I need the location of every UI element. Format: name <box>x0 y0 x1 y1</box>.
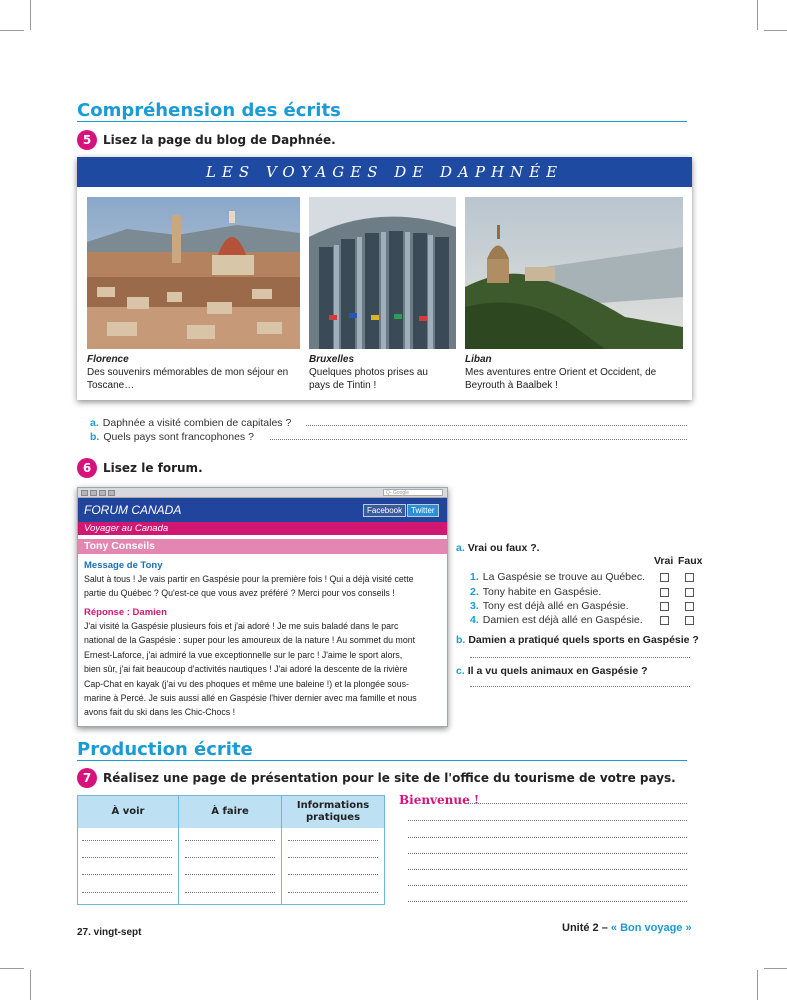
photo-bruxelles <box>309 197 456 349</box>
faux-checkbox-1[interactable] <box>685 573 694 582</box>
vrai-checkbox-2[interactable] <box>660 588 669 597</box>
exercise-number-6: 6 <box>77 458 97 478</box>
unit-prefix: Unité 2 – <box>562 922 611 934</box>
bienvenue-heading: Bienvenue ! <box>399 793 480 807</box>
vrai-checkbox-1[interactable] <box>660 573 669 582</box>
browser-toolbar <box>78 488 447 498</box>
reply-line: J'ai visité la Gaspésie plusieurs fois et j'ai adoré ! Je me suis baladé dans le parc <box>84 621 399 631</box>
table-divider <box>178 796 179 904</box>
faux-header: Faux <box>678 555 703 567</box>
forum-question-a <box>456 542 540 554</box>
facebook-button[interactable]: Facebook <box>363 504 406 517</box>
table-cell-line[interactable] <box>288 892 378 893</box>
table-cell-line[interactable] <box>82 892 172 893</box>
header-label <box>282 800 384 824</box>
reply-line: Ernest-Laforce, j'ai admiré la vue exceptionnelle sur le parc ! J'aime le sport alors, <box>84 649 403 660</box>
writing-line[interactable] <box>408 853 687 854</box>
table-header-a-faire <box>179 796 281 828</box>
caption-bruxelles <box>309 353 449 392</box>
question-text: Quels pays sont francophones ? <box>103 431 254 443</box>
writing-line[interactable] <box>408 901 687 902</box>
answer-line[interactable] <box>270 439 687 440</box>
writing-line[interactable] <box>408 885 687 886</box>
back-icon[interactable] <box>81 490 88 496</box>
reply-line: avons fait du ski dans les Chic-Chocs ! <box>84 707 236 718</box>
vrai-header: Vrai <box>654 555 674 567</box>
production-table <box>77 795 385 905</box>
reply-line: marine à Percé. Je suis aussi allé en Gaspésie l'hiver dernier avec ma famille et nous <box>84 693 417 704</box>
section-title-production: Production écrite <box>77 739 253 760</box>
vrai-checkbox-3[interactable] <box>660 602 669 611</box>
exercise-5-instruction: Lisez la page du blog de Daphnée. <box>103 133 336 147</box>
header-line: pratiques <box>305 812 361 823</box>
forum-user-name: Tony Conseils <box>84 540 155 552</box>
crop-mark <box>764 968 787 969</box>
table-cell-line[interactable] <box>288 874 378 875</box>
caption-florence <box>87 353 300 392</box>
answer-line[interactable] <box>306 425 687 426</box>
question-text: Il a vu quels animaux en Gaspésie ? <box>467 665 648 677</box>
vrai-checkbox-4[interactable] <box>660 616 669 625</box>
item-number: 2. <box>470 586 479 598</box>
item-number: 4. <box>470 614 479 626</box>
header-line: Informations <box>296 800 370 811</box>
message-title: Message de Tony <box>84 560 163 571</box>
table-cell-line[interactable] <box>82 840 172 841</box>
forum-question-b <box>456 634 699 646</box>
blog-question-a <box>90 417 291 429</box>
crop-mark <box>0 30 24 31</box>
caption-text: Mes aventures entre Orient et Occident, de Beyrouth à Baalbek ! <box>465 367 657 391</box>
photo-florence <box>87 197 300 349</box>
exercise-6-instruction: Lisez le forum. <box>103 461 203 475</box>
table-cell-line[interactable] <box>185 892 275 893</box>
forward-icon[interactable] <box>90 490 97 496</box>
message-line: Salut à tous ! Je vais partir en Gaspésie pour la première fois ! Qui a déjà visité cette <box>84 574 414 584</box>
item-text: La Gaspésie se trouve au Québec. <box>482 571 646 583</box>
twitter-button[interactable]: Twitter <box>407 504 439 517</box>
caption-text: Quelques photos prises au pays de Tintin ! <box>309 367 428 391</box>
page-number: 27. vingt-sept <box>77 927 142 938</box>
faux-checkbox-2[interactable] <box>685 588 694 597</box>
writing-line[interactable] <box>408 837 687 838</box>
crop-mark <box>764 30 787 31</box>
unit-label <box>562 922 692 934</box>
crop-mark <box>0 968 24 969</box>
caption-place: Bruxelles <box>309 354 355 365</box>
table-cell-line[interactable] <box>82 874 172 875</box>
question-text: Daphnée a visité combien de capitales ? <box>102 417 292 429</box>
reload-icon[interactable] <box>99 490 106 496</box>
table-cell-line[interactable] <box>185 857 275 858</box>
photo-liban <box>465 197 683 349</box>
reply-title: Réponse : Damien <box>84 607 167 618</box>
faux-checkbox-3[interactable] <box>685 602 694 611</box>
table-cell-line[interactable] <box>288 840 378 841</box>
table-header-a-voir <box>78 796 178 828</box>
forum-subtitle: Voyager au Canada <box>84 523 169 534</box>
forum-window <box>77 487 448 727</box>
question-text: Damien a pratiqué quels sports en Gaspésie ? <box>468 634 699 646</box>
reply-line: bien sûr, j'ai fait beaucoup d'activités nautiques ! J'ai adoré la descente de la rivière <box>84 664 408 675</box>
question-letter: b. <box>456 634 466 646</box>
blog-card <box>77 157 692 400</box>
message-line: partie du Québec ? Qu'est-ce que vous avez préféré ? Merci pour vos conseils ! <box>84 588 395 599</box>
item-text: Damien est déjà allé en Gaspésie. <box>482 614 643 626</box>
message-text <box>84 572 444 601</box>
exercise-7-instruction: Réalisez une page de présentation pour le site de l'office du tourisme de votre pays. <box>103 771 676 785</box>
crop-mark <box>757 0 758 30</box>
item-number: 1. <box>470 571 479 583</box>
caption-place: Florence <box>87 354 129 365</box>
section-rule <box>77 121 687 122</box>
crop-mark <box>30 970 31 1000</box>
table-divider <box>281 796 282 904</box>
exercise-number-5: 5 <box>77 130 97 150</box>
writing-line[interactable] <box>465 803 687 804</box>
forum-title: FORUM CANADA <box>84 503 182 517</box>
question-letter: a. <box>456 542 465 554</box>
question-letter: b. <box>90 431 100 443</box>
table-cell-line[interactable] <box>288 857 378 858</box>
item-text: Tony est déjà allé en Gaspésie. <box>482 600 629 612</box>
question-text: Vrai ou faux ?. <box>467 542 540 554</box>
question-letter: a. <box>90 417 99 429</box>
caption-liban <box>465 353 665 392</box>
item-text: Tony habite en Gaspésie. <box>482 586 602 598</box>
table-cell-line[interactable] <box>185 840 275 841</box>
vf-item-3 <box>470 600 629 612</box>
forum-question-c <box>456 665 648 677</box>
forum-subtitle-bar <box>78 522 447 535</box>
exercise-number-7: 7 <box>77 768 97 788</box>
home-icon[interactable] <box>108 490 115 496</box>
caption-text: Des souvenirs mémorables de mon séjour en Toscane… <box>87 367 289 391</box>
forum-header <box>78 498 447 522</box>
vf-item-2 <box>470 586 601 598</box>
answer-line[interactable] <box>470 686 690 687</box>
table-cell-line[interactable] <box>185 874 275 875</box>
unit-title: « Bon voyage » <box>610 922 692 934</box>
forum-user-bar <box>78 539 447 554</box>
answer-line[interactable] <box>470 657 690 658</box>
caption-place: Liban <box>465 354 492 365</box>
table-cell-line[interactable] <box>82 857 172 858</box>
reply-text <box>84 619 444 720</box>
browser-search-input[interactable]: Q- Google <box>383 489 443 496</box>
vf-item-1 <box>470 571 645 583</box>
crop-mark <box>30 0 31 30</box>
reply-line: Cap-Chat en kayak (j'ai vu des phoques et même une baleine !) et la plongée sous- <box>84 678 409 689</box>
faux-checkbox-4[interactable] <box>685 616 694 625</box>
header-label: À voir <box>111 806 145 817</box>
reply-line: national de la Gaspésie : super pour les amoureux de la nature ! Au sommet du mont <box>84 635 416 646</box>
table-header-informations <box>282 796 384 828</box>
blog-question-b <box>90 431 254 443</box>
blog-title: LES VOYAGES DE DAPHNÉE <box>77 157 692 187</box>
crop-mark <box>757 970 758 1000</box>
item-number: 3. <box>470 600 479 612</box>
header-label: À faire <box>211 806 249 817</box>
question-letter: c. <box>456 665 465 677</box>
section-title-comprehension: Compréhension des écrits <box>77 100 341 121</box>
section-rule <box>77 760 687 761</box>
writing-line[interactable] <box>408 820 687 821</box>
vf-item-4 <box>470 614 643 626</box>
writing-line[interactable] <box>408 869 687 870</box>
